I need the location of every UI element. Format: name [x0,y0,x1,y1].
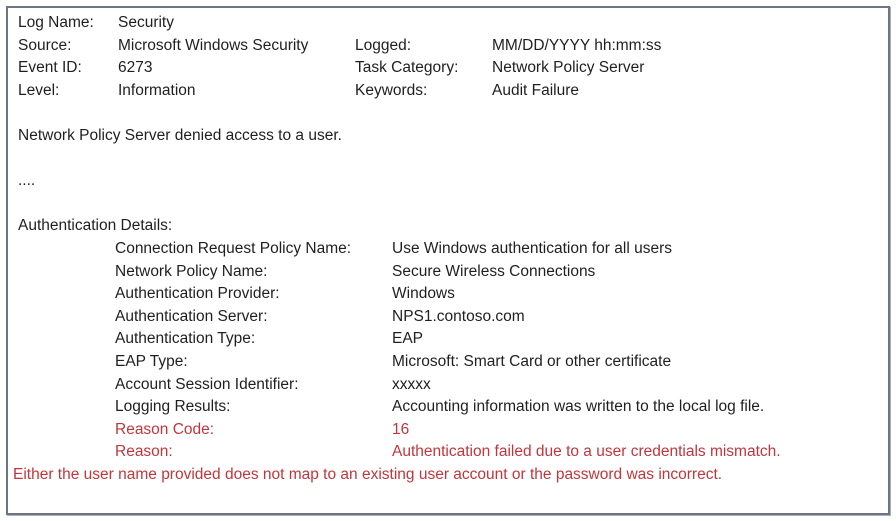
header-row-level [8,80,888,103]
header-row-source [8,35,888,58]
detail-row-eap-type [8,351,888,374]
detail-row-connection-request-policy [8,238,888,261]
field-label: Reason Code: [115,420,215,438]
field-value: Audit Failure [492,81,580,99]
field-label: Logging Results: [115,398,231,416]
field-value: xxxxx [392,375,431,393]
field-label: Reason: [115,443,173,461]
field-label: Account Session Identifier: [115,375,299,393]
section-title-row [8,215,888,238]
header-row-log-name [8,12,888,35]
ellipsis-line [8,170,888,193]
event-log-panel [6,6,890,515]
detail-row-authentication-server [8,306,888,329]
event-description-text: Network Policy Server denied access to a user. [18,126,342,144]
event-log-content [8,12,888,486]
field-value: Windows [392,285,455,303]
event-description [8,125,888,148]
header-row-event-id [8,57,888,80]
field-label: Task Category: [355,59,459,77]
detail-row-authentication-type [8,328,888,351]
field-value: EAP [392,330,424,348]
field-value: Accounting information was written to the local log file. [392,398,765,416]
field-label: Authentication Type: [115,330,256,348]
detail-row-reason [8,441,888,464]
detail-row-network-policy-name [8,261,888,284]
field-value: Use Windows authentication for all users [392,239,672,257]
field-label: Connection Request Policy Name: [115,239,352,257]
field-value: 6273 [118,59,153,77]
field-label: Authentication Provider: [115,285,280,303]
reason-detail-text: Either the user name provided does not map to an existing user account or the password was incorrect. [13,465,723,483]
field-label: Level: [18,81,60,99]
section-title: Authentication Details: [18,217,173,235]
field-label: Authentication Server: [115,307,268,325]
detail-row-account-session-identifier [8,374,888,397]
field-label: Keywords: [355,81,428,99]
field-label: Network Policy Name: [115,262,268,280]
field-value: MM/DD/YYYY hh:mm:ss [492,36,662,54]
field-value: Microsoft: Smart Card or other certificate [392,352,672,370]
detail-row-logging-results [8,396,888,419]
reason-detail-row [8,464,888,487]
ellipsis-text: .... [18,172,36,190]
field-label: Logged: [355,36,412,54]
field-value: Network Policy Server [492,59,645,77]
field-label: Log Name: [18,14,94,31]
field-label: Source: [18,36,72,54]
field-value: Secure Wireless Connections [392,262,596,280]
field-label: Event ID: [18,59,82,77]
field-value: Authentication failed due to a user credentials mismatch. [392,443,781,461]
field-value: 16 [392,420,410,438]
field-value: Microsoft Windows Security [118,36,309,54]
field-label: EAP Type: [115,352,188,370]
spacer [8,148,888,171]
field-value: Security [118,14,174,31]
field-value: NPS1.contoso.com [392,307,525,325]
spacer [8,193,888,216]
detail-row-authentication-provider [8,283,888,306]
spacer [8,102,888,125]
detail-row-reason-code [8,419,888,442]
field-value: Information [118,81,196,99]
